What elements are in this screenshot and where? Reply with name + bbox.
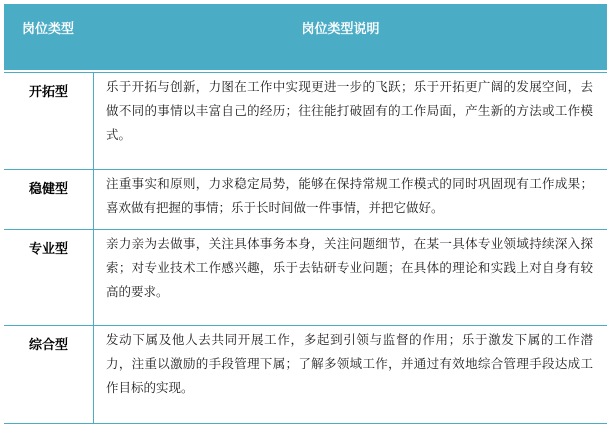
row-job-type: 稳健型 [4,170,94,229]
table-row [4,170,607,230]
row-job-description: 亲力亲为去做事，关注具体事务本身，关注问题细节，在某一具体专业领域持续深入探索；对专业技术工作感兴趣，乐于去钻研专业问题；在具体的理论和实践上对自身有较高的要求。 [106,236,593,299]
row-job-description: 注重事实和原则，力求稳定局势，能够在保持常规工作模式的同时巩固现有工作成果；喜欢做有把握的事情；乐于长时间做一件事情，并把它做好。 [106,176,593,215]
table-row [4,326,607,424]
table-row [4,230,607,326]
table-header [4,4,607,72]
row-job-type: 综合型 [4,326,94,423]
row-job-type: 专业型 [4,230,94,325]
row-job-type: 开拓型 [4,73,94,169]
header-job-description: 岗位类型说明 [301,22,380,37]
header-job-type: 岗位类型 [22,22,75,37]
job-type-table [4,4,607,424]
row-job-description: 乐于开拓与创新，力图在工作中实现更进一步的飞跃；乐于开拓更广阔的发展空间，去做不同的事情以丰富自己的经历；往往能打破固有的工作局面，产生新的方法或工作模式。 [106,79,593,142]
table-row [4,72,607,170]
row-job-description: 发动下属及他人去共同开展工作，多起到引领与监督的作用；乐于激发下属的工作潜力，注重以激励的手段管理下属；了解多领域工作，并通过有效地综合管理手段达成工作目标的实现。 [106,332,593,395]
